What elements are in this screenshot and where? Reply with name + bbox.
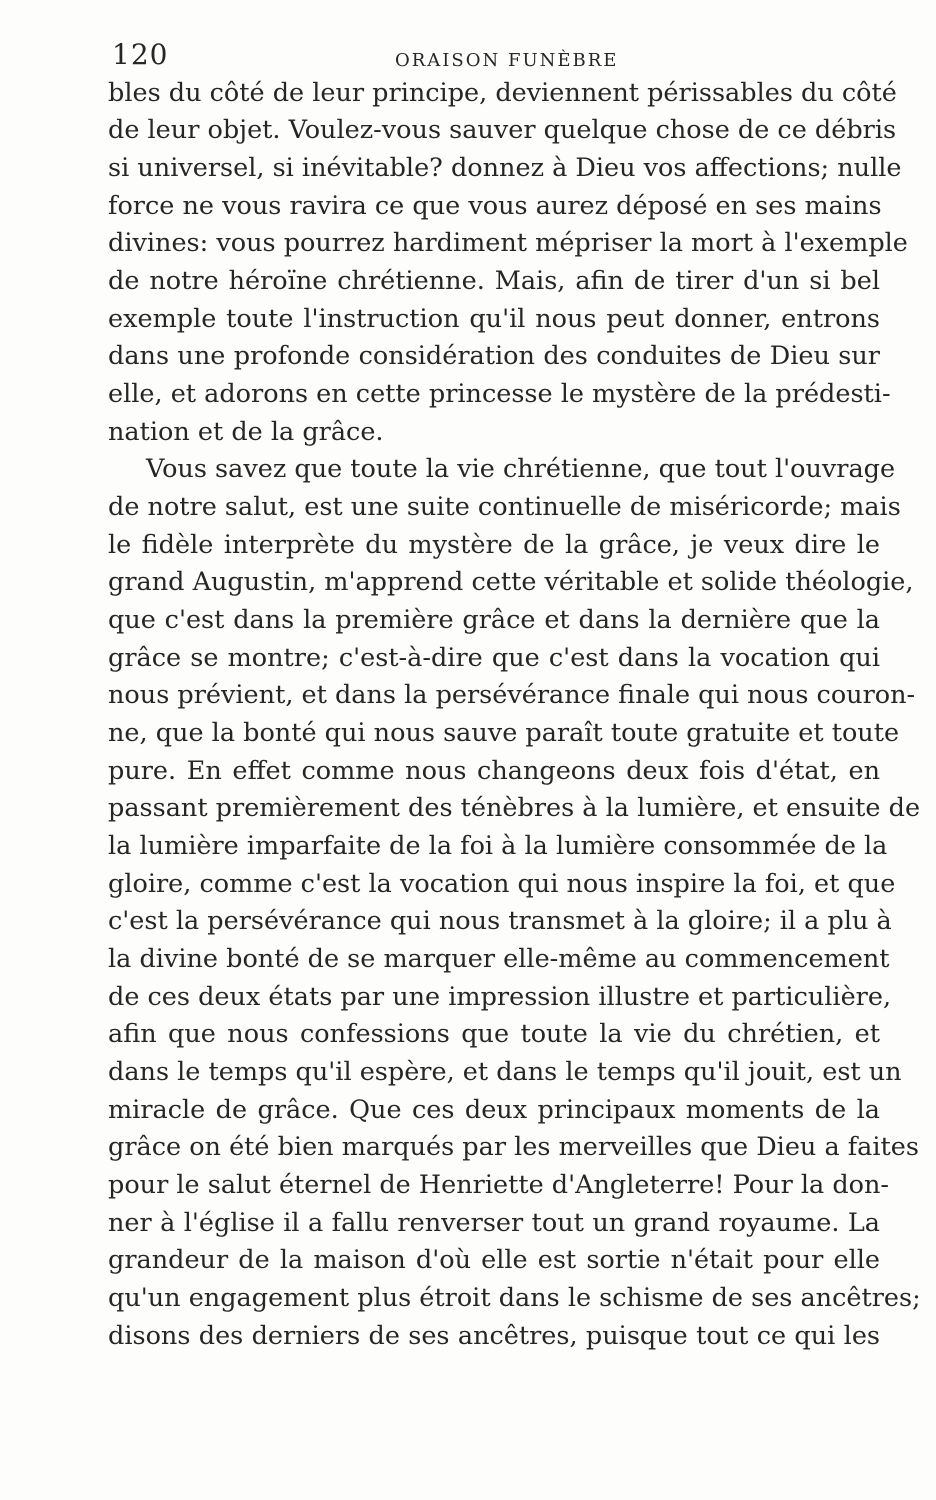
- text-line: pure. En effet comme nous changeons deux fois d'état, en: [108, 756, 880, 786]
- text-line: passant premièrement des ténèbres à la lumière, et ensuite de: [108, 793, 921, 823]
- text-line: elle, et adorons en cette princesse le mystère de la prédesti-: [108, 379, 891, 409]
- text-line-indented: Vous savez que toute la vie chrétienne, que tout l'ouvrage: [146, 454, 896, 484]
- text-line: la lumière imparfaite de la foi à la lumière consommée de la: [108, 831, 888, 861]
- text-line: grâce on été bien marqués par les merveilles que Dieu a faites: [108, 1132, 919, 1162]
- text-line: le fidèle interprète du mystère de la grâce, je veux dire le: [108, 530, 880, 560]
- text-line: dans une profonde considération des conduites de Dieu sur: [108, 341, 880, 371]
- text-line: grand Augustin, m'apprend cette véritable et solide théologie,: [108, 567, 914, 597]
- text-line: la divine bonté de se marquer elle-même au commencement: [108, 944, 890, 974]
- text-line: gloire, comme c'est la vocation qui nous inspire la foi, et que: [108, 869, 896, 899]
- text-line: de leur objet. Voulez-vous sauver quelque chose de ce débris: [108, 115, 897, 145]
- text-line: de notre héroïne chrétienne. Mais, afin de tirer d'un si bel: [108, 266, 880, 296]
- text-line: pour le salut éternel de Henriette d'Angleterre! Pour la don-: [108, 1170, 890, 1200]
- text-line: miracle de grâce. Que ces deux principaux moments de la: [108, 1095, 880, 1125]
- text-line: grâce se montre; c'est-à-dire que c'est dans la vocation qui: [108, 643, 880, 673]
- running-head: [112, 36, 882, 76]
- text-line: afin que nous confessions que toute la vie du chrétien, et: [108, 1019, 880, 1049]
- text-line: ner à l'église il a fallu renverser tout un grand royaume. La: [108, 1208, 880, 1238]
- page-number: 120: [112, 38, 169, 71]
- text-line: bles du côté de leur principe, deviennent périssables du côté: [108, 78, 897, 108]
- text-line: ne, que la bonté qui nous sauve paraît toute gratuite et toute: [108, 718, 900, 748]
- text-line: que c'est dans la première grâce et dans la dernière que la: [108, 605, 880, 635]
- text-line: dans le temps qu'il espère, et dans le temps qu'il jouit, est un: [108, 1057, 902, 1087]
- text-line: c'est la persévérance qui nous transmet à la gloire; il a plu à: [108, 906, 892, 936]
- text-line: si universel, si inévitable? donnez à Dieu vos affections; nulle: [108, 153, 902, 183]
- text-line: divines: vous pourrez hardiment mépriser la mort à l'exemple: [108, 228, 908, 258]
- text-line: disons des derniers de ses ancêtres, puisque tout ce qui les: [108, 1321, 880, 1351]
- text-line: nation et de la grâce.: [108, 417, 384, 447]
- running-title: ORAISON FUNÈBRE: [395, 50, 619, 71]
- text-line: nous prévient, et dans la persévérance finale qui nous couron-: [108, 680, 916, 710]
- text-line: grandeur de la maison d'où elle est sortie n'était pour elle: [108, 1245, 880, 1275]
- text-line: de ces deux états par une impression illustre et particulière,: [108, 982, 892, 1012]
- text-line: qu'un engagement plus étroit dans le schisme de ses ancêtres;: [108, 1283, 921, 1313]
- text-line: exemple toute l'instruction qu'il nous peut donner, entrons: [108, 304, 880, 334]
- text-line: de notre salut, est une suite continuelle de miséricorde; mais: [108, 492, 901, 522]
- text-line: force ne vous ravira ce que vous aurez déposé en ses mains: [108, 191, 882, 221]
